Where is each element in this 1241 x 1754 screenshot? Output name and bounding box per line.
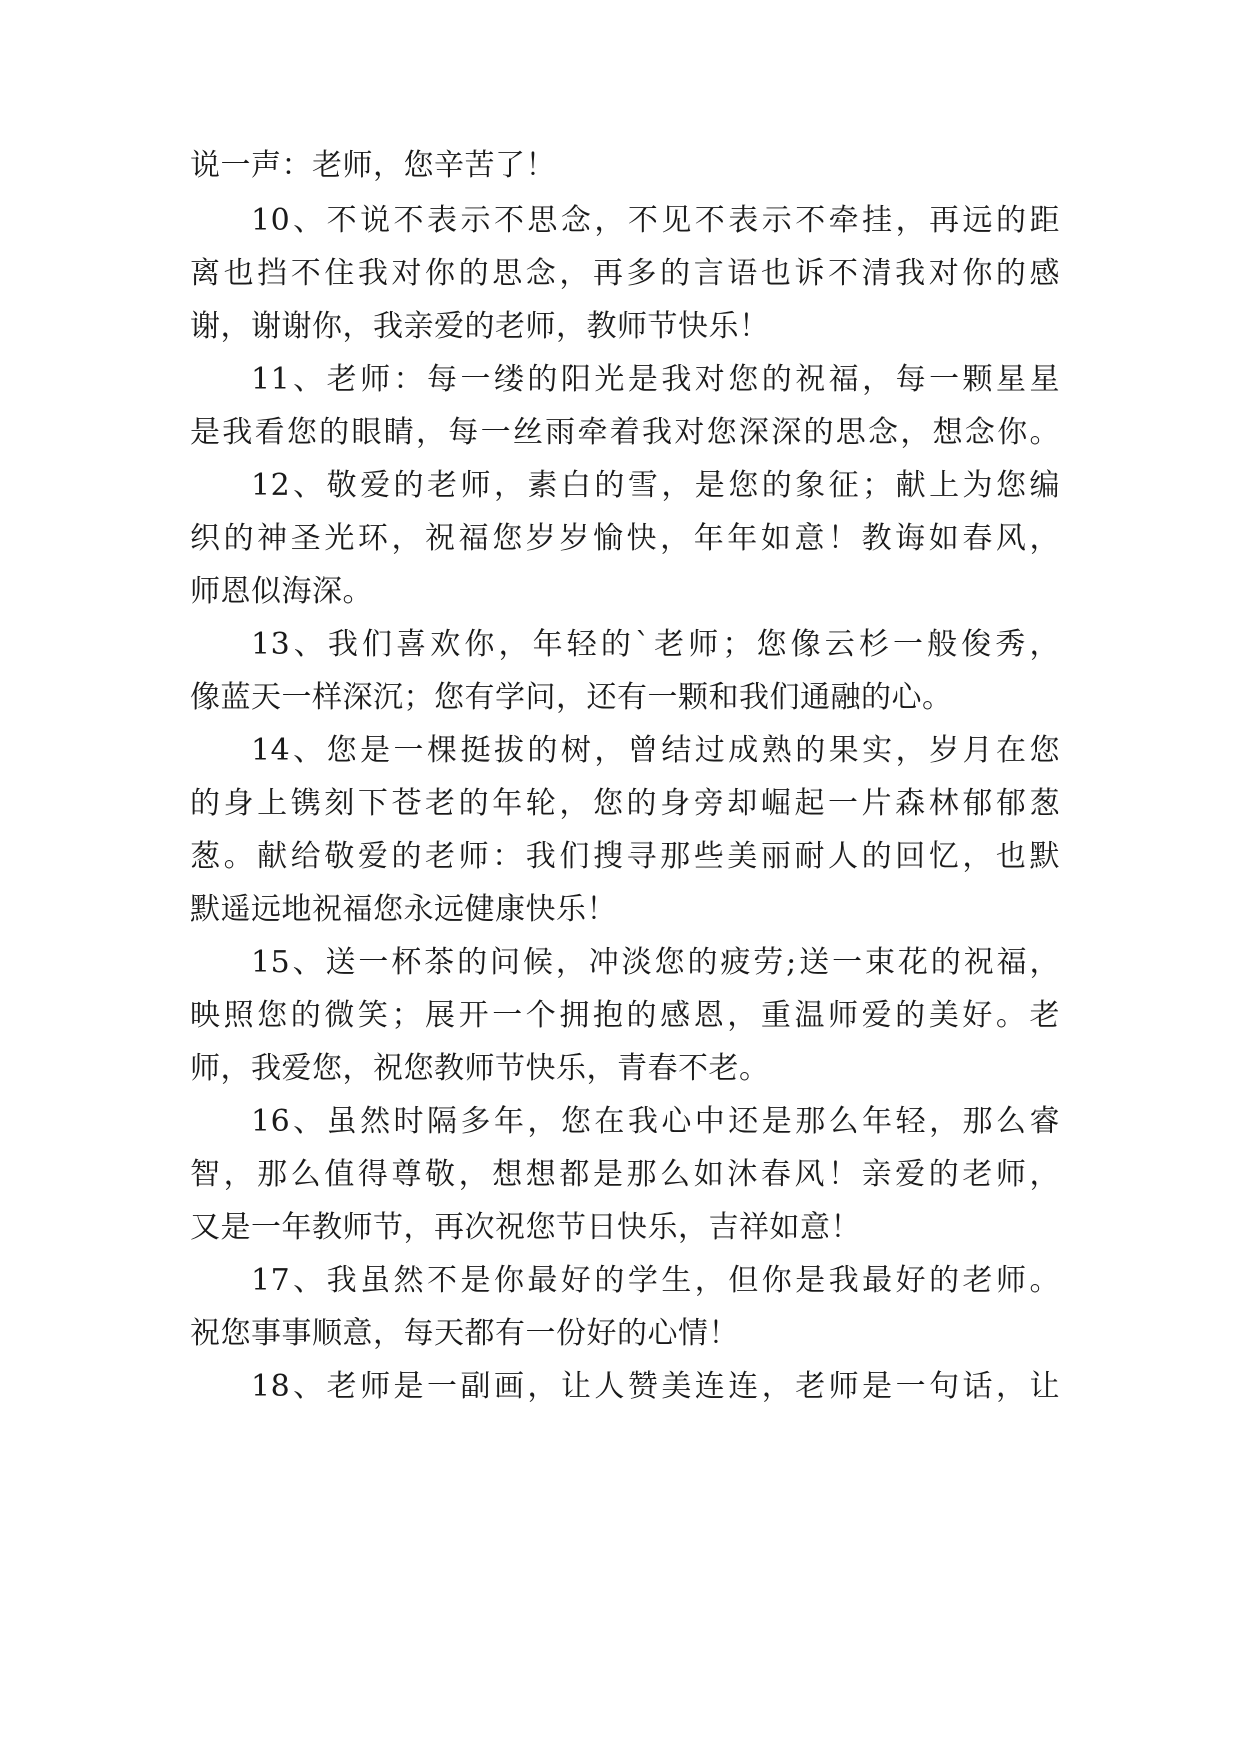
- paragraph-15-line-1: 15、送一杯茶的问候，冲淡您的疲劳;送一束花的祝福，: [251, 945, 1060, 980]
- paragraph-17-line-1: 17、我虽然不是你最好的学生，但你是我最好的老师。: [251, 1263, 1060, 1298]
- paragraph-16-line-1: 16、虽然时隔多年，您在我心中还是那么年轻，那么睿: [251, 1104, 1060, 1139]
- paragraph-14-line-1: 14、您是一棵挺拔的树，曾结过成熟的果实，岁月在您: [251, 733, 1060, 768]
- paragraph-17-line-2: 祝您事事顺意，每天都有一份好的心情！: [190, 1316, 739, 1351]
- paragraph-13-line-1: 13、我们喜欢你，年轻的`老师；您像云杉一般俊秀，: [251, 627, 1060, 662]
- paragraph-14-line-4: 默遥远地祝福您永远健康快乐！: [190, 892, 617, 927]
- paragraph-14-line-3: 葱。献给敬爱的老师：我们搜寻那些美丽耐人的回忆，也默: [190, 839, 1060, 874]
- paragraph-18-line-1: 18、老师是一副画，让人赞美连连，老师是一句话，让: [251, 1369, 1060, 1404]
- paragraph-16-line-3: 又是一年教师节，再次祝您节日快乐，吉祥如意！: [190, 1210, 861, 1245]
- paragraph-16-line-2: 智，那么值得尊敬，想想都是那么如沐春风！亲爱的老师，: [190, 1157, 1060, 1192]
- paragraph-12-line-3: 师恩似海深。: [190, 574, 373, 609]
- text-line: 说一声：老师，您辛苦了！: [190, 148, 556, 183]
- paragraph-10-line-2: 离也挡不住我对你的思念，再多的言语也诉不清我对你的感: [190, 256, 1060, 291]
- paragraph-10-line-3: 谢，谢谢你，我亲爱的老师，教师节快乐！: [190, 309, 770, 344]
- paragraph-11-line-2: 是我看您的眼睛，每一丝雨牵着我对您深深的思念，想念你。: [190, 415, 1060, 450]
- paragraph-12-line-2: 织的神圣光环，祝福您岁岁愉快，年年如意！教诲如春风，: [190, 521, 1060, 556]
- paragraph-11-line-1: 11、老师：每一缕的阳光是我对您的祝福，每一颗星星: [251, 362, 1060, 397]
- paragraph-15-line-3: 师，我爱您，祝您教师节快乐，青春不老。: [190, 1051, 770, 1086]
- paragraph-14-line-2: 的身上镌刻下苍老的年轮，您的身旁却崛起一片森林郁郁葱: [190, 786, 1060, 821]
- paragraph-15-line-2: 映照您的微笑；展开一个拥抱的感恩，重温师爱的美好。老: [190, 998, 1060, 1033]
- paragraph-10-line-1: 10、不说不表示不思念，不见不表示不牵挂，再远的距: [251, 203, 1060, 238]
- paragraph-12-line-1: 12、敬爱的老师，素白的雪，是您的象征；献上为您编: [251, 468, 1060, 503]
- paragraph-13-line-2: 像蓝天一样深沉；您有学问，还有一颗和我们通融的心。: [190, 680, 953, 715]
